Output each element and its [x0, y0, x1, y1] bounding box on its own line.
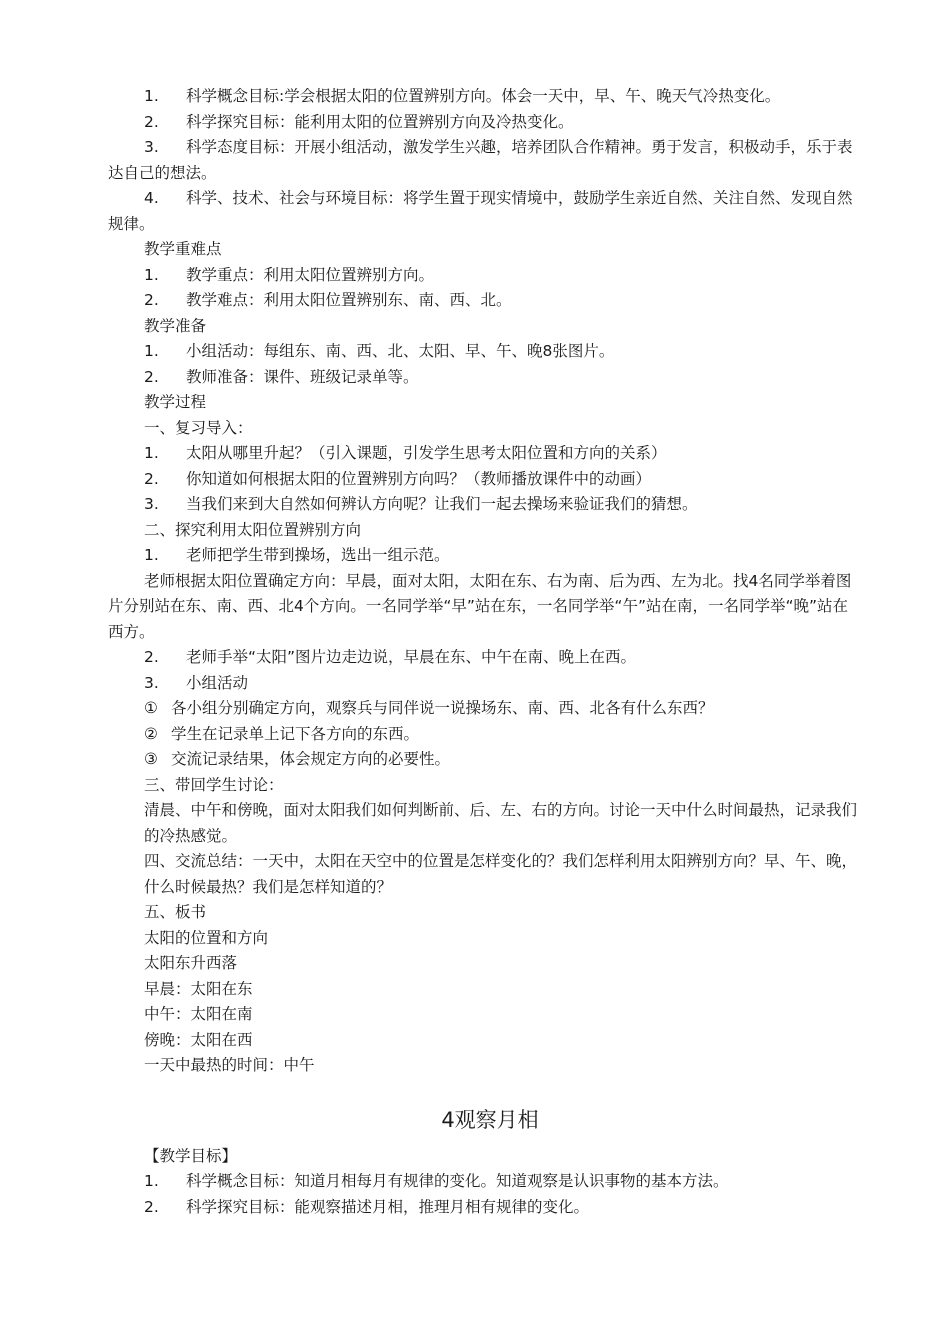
step-item: [108, 645, 860, 671]
item-number: ①: [144, 699, 158, 717]
board-line: 傍晚：太阳在西: [144, 1030, 253, 1049]
item-text: 各小组分别确定方向，观察兵与同伴说一说操场东、南、西、北各有什么东西？: [171, 699, 714, 717]
prep-item: [108, 365, 860, 391]
item-text: 老师手举“太阳”图片边走边说，早晨在东、中午在南、晚上在西。: [186, 648, 637, 666]
item-number: 1.: [144, 87, 159, 105]
paragraph: 清晨、中午和傍晚，面对太阳我们如何判断前、后、左、右的方向。讨论一天中什么时间最热，记录我们的冷热感觉。: [144, 801, 858, 845]
step-item: [108, 543, 860, 569]
goal-item: [108, 1195, 860, 1221]
section-heading: 【教学目标】: [144, 1146, 238, 1165]
section-heading: 教学过程: [144, 393, 207, 411]
item-number: 1.: [144, 342, 159, 360]
item-number: 2.: [144, 469, 159, 488]
item-text: 小组活动：每组东、南、西、北、太阳、早、午、晚8张图片。: [186, 342, 615, 360]
item-text: 交流记录结果，体会规定方向的必要性。: [171, 750, 451, 768]
item-text: 小组活动: [186, 673, 249, 692]
step-item: [108, 492, 860, 518]
subsection-heading: 五、板书: [144, 903, 207, 921]
item-text: 教学重点：利用太阳位置辨别方向。: [186, 265, 435, 284]
item-text: 教师准备：课件、班级记录单等。: [186, 367, 419, 386]
item-number: 1.: [144, 546, 159, 564]
subsection-heading: 三、带回学生讨论：: [144, 775, 284, 794]
goal-item: [108, 135, 860, 186]
step-item: [108, 671, 860, 697]
item-text: 科学探究目标：能利用太阳的位置辨别方向及冷热变化。: [186, 112, 574, 131]
subsection-heading: 一、复习导入：: [144, 418, 253, 437]
item-number: 3.: [144, 495, 159, 513]
item-number: 1.: [144, 265, 159, 284]
keypoint-item: [108, 288, 860, 314]
item-text: 科学、技术、社会与环境目标：将学生置于现实情境中，鼓励学生亲近自然、关注自然、发现自然规律。: [108, 189, 853, 233]
sub-step-item: [108, 722, 860, 748]
item-number: 2.: [144, 367, 159, 386]
item-text: 老师把学生带到操场，选出一组示范。: [186, 546, 450, 564]
item-text: 科学态度目标：开展小组活动，激发学生兴趣，培养团队合作精神。勇于发言，积极动手，乐于表达自己的想法。: [108, 138, 853, 182]
item-number: 1.: [144, 1172, 159, 1190]
goal-item: [108, 1169, 860, 1195]
subsection-heading: 二、探究利用太阳位置辨别方向: [144, 520, 362, 539]
sub-step-item: [108, 696, 860, 722]
goal-item: [108, 84, 860, 110]
paragraph: 老师根据太阳位置确定方向：早晨，面对太阳，太阳在东、右为南、后为西、左为北。找4名同学举着图片分别站在东、南、西、北4个方向。一名同学举“早”站在东，一名同学举“午”站在南，一名同学举“晚”站在西方。: [108, 571, 852, 641]
board-line: 中午：太阳在南: [144, 1005, 253, 1023]
item-number: 2.: [144, 112, 159, 131]
item-text: 科学探究目标：能观察描述月相，推理月相有规律的变化。: [186, 1197, 590, 1216]
step-item: [108, 467, 860, 493]
board-line: 太阳东升西落: [144, 954, 238, 972]
item-text: 太阳从哪里升起？（引入课题，引发学生思考太阳位置和方向的关系）: [186, 444, 667, 462]
section-heading: 教学重难点: [144, 240, 222, 258]
board-line: 早晨：太阳在东: [144, 979, 253, 998]
board-line: 太阳的位置和方向: [144, 928, 269, 947]
item-text: 当我们来到大自然如何辨认方向呢？让我们一起去操场来验证我们的猜想。: [186, 495, 698, 513]
item-number: 2.: [144, 1197, 159, 1216]
item-number: 2.: [144, 291, 159, 309]
item-number: 2.: [144, 648, 159, 666]
document-body: [108, 84, 860, 1220]
item-number: ②: [144, 724, 158, 743]
item-number: 1.: [144, 444, 159, 462]
sub-step-item: [108, 747, 860, 773]
goal-item: [108, 186, 860, 237]
step-item: [108, 441, 860, 467]
item-number: 4.: [144, 189, 159, 207]
item-text: 科学概念目标:学会根据太阳的位置辨别方向。体会一天中，早、午、晚天气冷热变化。: [186, 87, 781, 105]
lesson-title: 4观察月相: [441, 1107, 539, 1132]
item-number: 3.: [144, 673, 159, 692]
keypoint-item: [108, 263, 860, 289]
item-text: 科学概念目标：知道月相每月有规律的变化。知道观察是认识事物的基本方法。: [186, 1172, 729, 1190]
goal-item: [108, 110, 860, 136]
item-text: 教学难点：利用太阳位置辨别东、南、西、北。: [186, 291, 512, 309]
paragraph: 四、交流总结：一天中，太阳在天空中的位置是怎样变化的？我们怎样利用太阳辨别方向？早、午、晚，什么时候最热？我们是怎样知道的？: [144, 852, 858, 896]
board-line: 一天中最热的时间：中午: [144, 1056, 315, 1074]
item-number: ③: [144, 750, 158, 768]
prep-item: [108, 339, 860, 365]
section-heading: 教学准备: [144, 316, 207, 335]
item-text: 学生在记录单上记下各方向的东西。: [171, 724, 420, 743]
item-text: 你知道如何根据太阳的位置辨别方向吗？（教师播放课件中的动画）: [186, 469, 652, 488]
item-number: 3.: [144, 138, 159, 156]
